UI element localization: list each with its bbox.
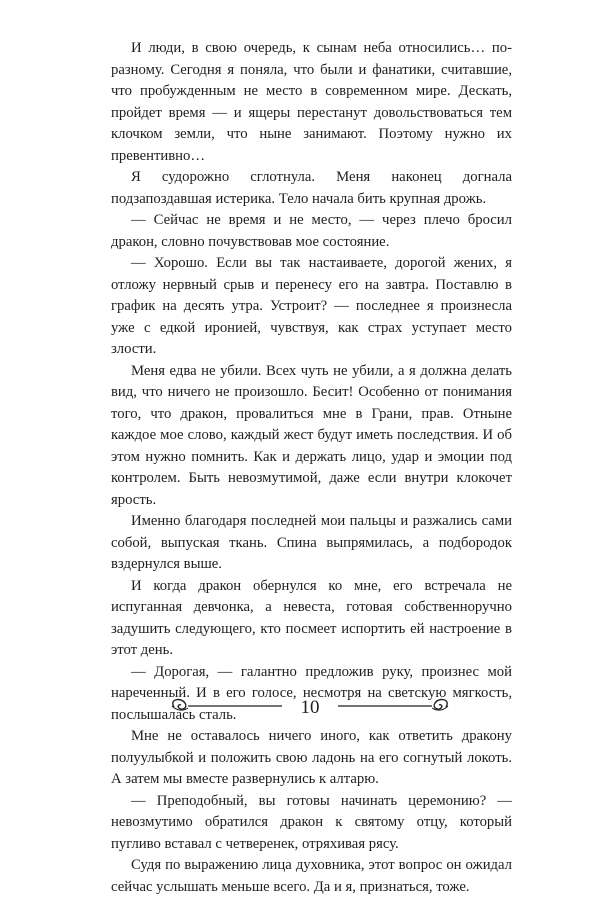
page-footer <box>100 694 520 724</box>
paragraph: — Сейчас не время и не место, — через плечо бросил дракон, словно почувствовав мое состояние. <box>111 212 512 250</box>
paragraph: Меня едва не убили. Всех чуть не убили, а я должна делать вид, что ничего не произошло. Бесит! Особенно от понимания того, что дракон, провалиться мне в Грани, прав. Отныне каждое мое слово, каждый жест будут иметь последствия. И об этом нужно помнить. Как и держать лицо, удар и эмоции под контролем. Быть невозмутимой, даже если внутри клокочет ярость. <box>111 362 512 508</box>
paragraph: — Дорогая, — галантно предложив руку, произнес мой нареченный. И в его голосе, несмотря на светскую мягкость, послышалась сталь. <box>111 663 512 723</box>
paragraph: — Хорошо. Если вы так настаиваете, дорогой жених, я отложу нервный срыв и перенесу его на завтра. Поставлю в график на десять утра. Устроит? — последнее я произнесла уже с едкой иронией, чувствуя, как страх уступает место злости. <box>111 255 512 357</box>
right-ornament-icon <box>336 694 454 718</box>
paragraph: Мне не оставалось ничего иного, как ответить дракону полуулыбкой и положить свою ладонь на его согнутый локоть. А затем мы вместе развернулись к алтарю. <box>111 728 512 787</box>
paragraph: И когда дракон обернулся ко мне, его встречала не испуганная девчонка, а невеста, готовая собственноручно задушить следующего, кто посмеет испортить ей настроение в этот день. <box>111 577 512 658</box>
paragraph: Именно благодаря последней мои пальцы и разжались сами собой, выпуская ткань. Спина выпрямилась, а подбородок вздернулся выше. <box>111 513 512 572</box>
book-page <box>111 38 512 898</box>
paragraph: Судя по выражению лица духовника, этот вопрос он ожидал сейчас услышать меньше всего. Да и я, признаться, тоже. <box>111 857 512 895</box>
paragraph: Я судорожно сглотнула. Меня наконец догнала подзапоздавшая истерика. Тело начала бить крупная дрожь. <box>111 169 512 207</box>
page-number: 10 <box>300 697 320 718</box>
paragraph: — Преподобный, вы готовы начинать церемонию? — невозмутимо обратился дракон к святому отцу, который пугливо вставал с четверенек, отряхивая рясу. <box>111 792 512 852</box>
paragraph: И люди, в свою очередь, к сынам неба относились… по- <box>131 40 512 56</box>
body-text <box>111 38 512 898</box>
paragraph: разному. Сегодня я поняла, что были и фанатики, считавшие, что пробужденным не место в современном мире. Дескать, пройдет время — и ящеры перестанут довольствоваться тем клочком земли, что ныне занимают. Поэтому нужно их превентивно… <box>111 61 512 164</box>
